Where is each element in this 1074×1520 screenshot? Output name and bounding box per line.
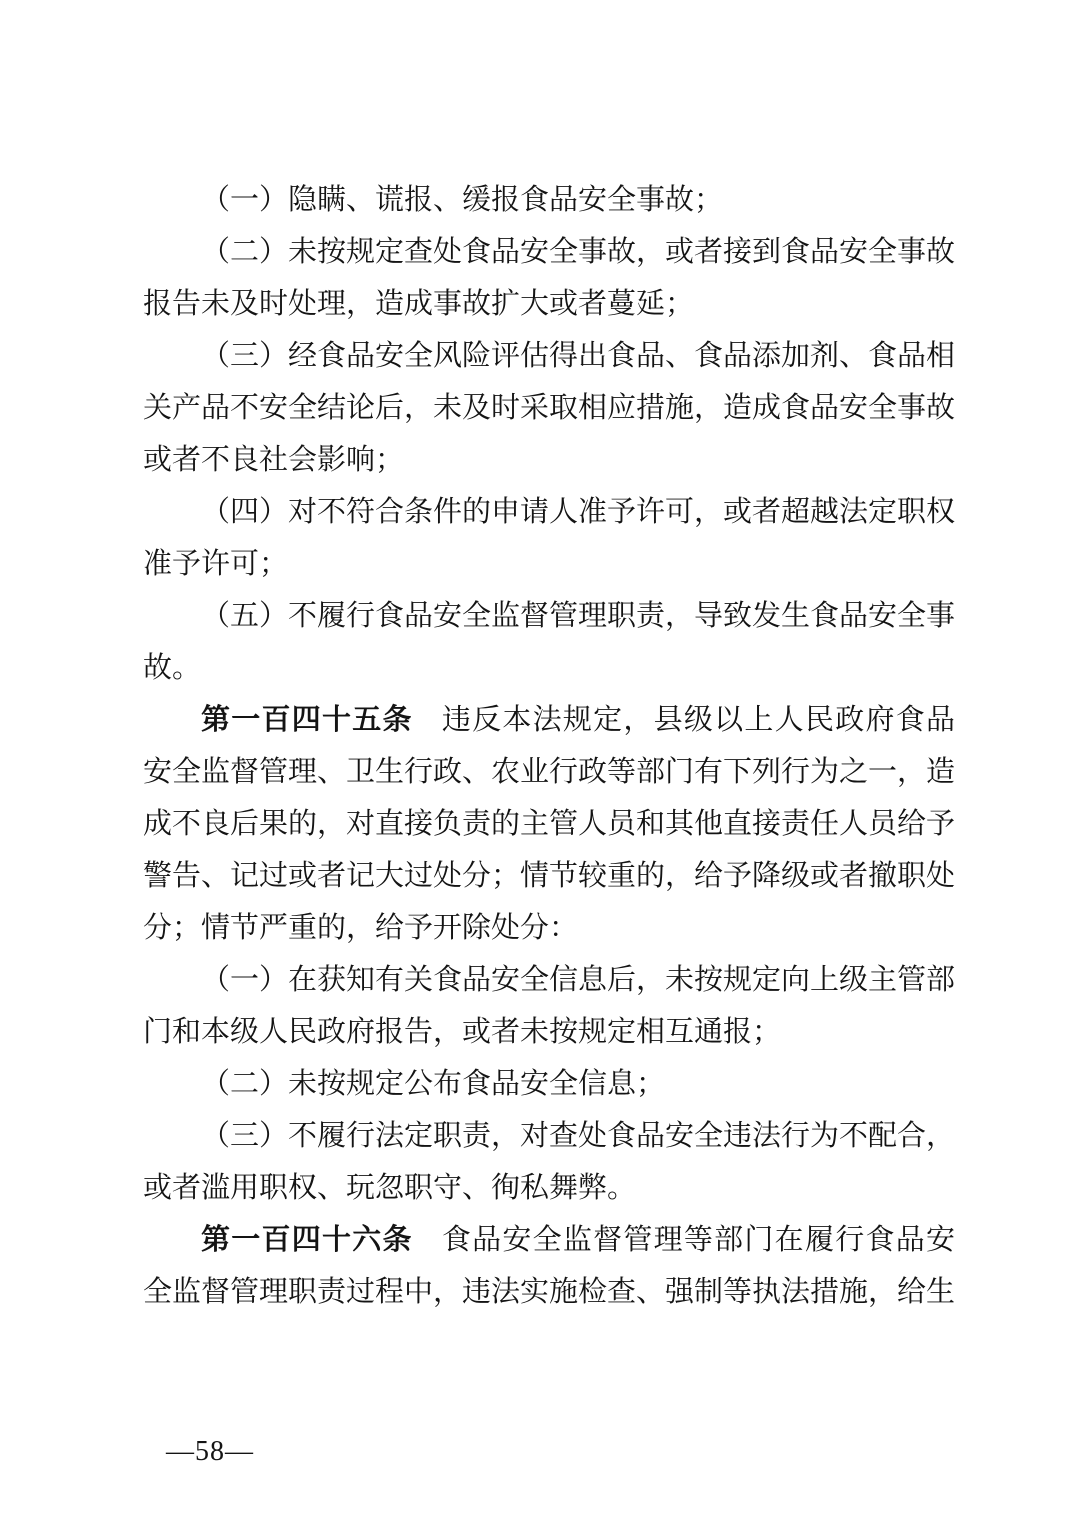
paragraph	[143, 1058, 955, 1110]
article-number: 第一百四十五条	[201, 704, 413, 736]
paragraph	[143, 590, 955, 694]
paragraph-text: （三）不履行法定职责，对查处食品安全违法行为不配合，或者滥用职权、玩忽职守、徇私舞弊。	[143, 1120, 956, 1204]
paragraph	[143, 330, 955, 486]
article-number: 第一百四十六条	[201, 1224, 413, 1256]
paragraph-text: （二）未按规定查处食品安全事故，或者接到食品安全事故报告未及时处理，造成事故扩大或者蔓延；	[143, 236, 956, 320]
page-number: —58—	[166, 1436, 254, 1467]
paragraph	[143, 1110, 955, 1214]
paragraph-article-145	[143, 694, 955, 954]
paragraph-text: （三）经食品安全风险评估得出食品、食品添加剂、食品相关产品不安全结论后，未及时采取相应措施，造成食品安全事故或者不良社会影响；	[143, 340, 956, 476]
paragraph-text: （一）在获知有关食品安全信息后，未按规定向上级主管部门和本级人民政府报告，或者未按规定相互通报；	[143, 964, 956, 1048]
paragraph-text: 违反本法规定，县级以上人民政府食品安全监督管理、卫生行政、农业行政等部门有下列行为之一，造成不良后果的，对直接负责的主管人员和其他直接责任人员给予警告、记过或者记大过处分；情节较重的，给予降级或者撤职处分；情节严重的，给予开除处分：	[143, 704, 956, 944]
document-body	[143, 174, 955, 1318]
paragraph	[143, 486, 955, 590]
paragraph-text: （四）对不符合条件的申请人准予许可，或者超越法定职权准予许可；	[143, 496, 956, 580]
paragraph	[143, 954, 955, 1058]
paragraph-text: 食品安全监督管理等部门在履行食品安全监督管理职责过程中，违法实施检查、强制等执法措施，给生	[143, 1224, 956, 1308]
paragraph-text: （五）不履行食品安全监督管理职责，导致发生食品安全事故。	[143, 600, 956, 684]
paragraph-text: （一）隐瞒、谎报、缓报食品安全事故；	[201, 184, 724, 216]
paragraph	[143, 174, 955, 226]
paragraph-article-146	[143, 1214, 955, 1318]
paragraph	[143, 226, 955, 330]
paragraph-text: （二）未按规定公布食品安全信息；	[201, 1068, 666, 1100]
